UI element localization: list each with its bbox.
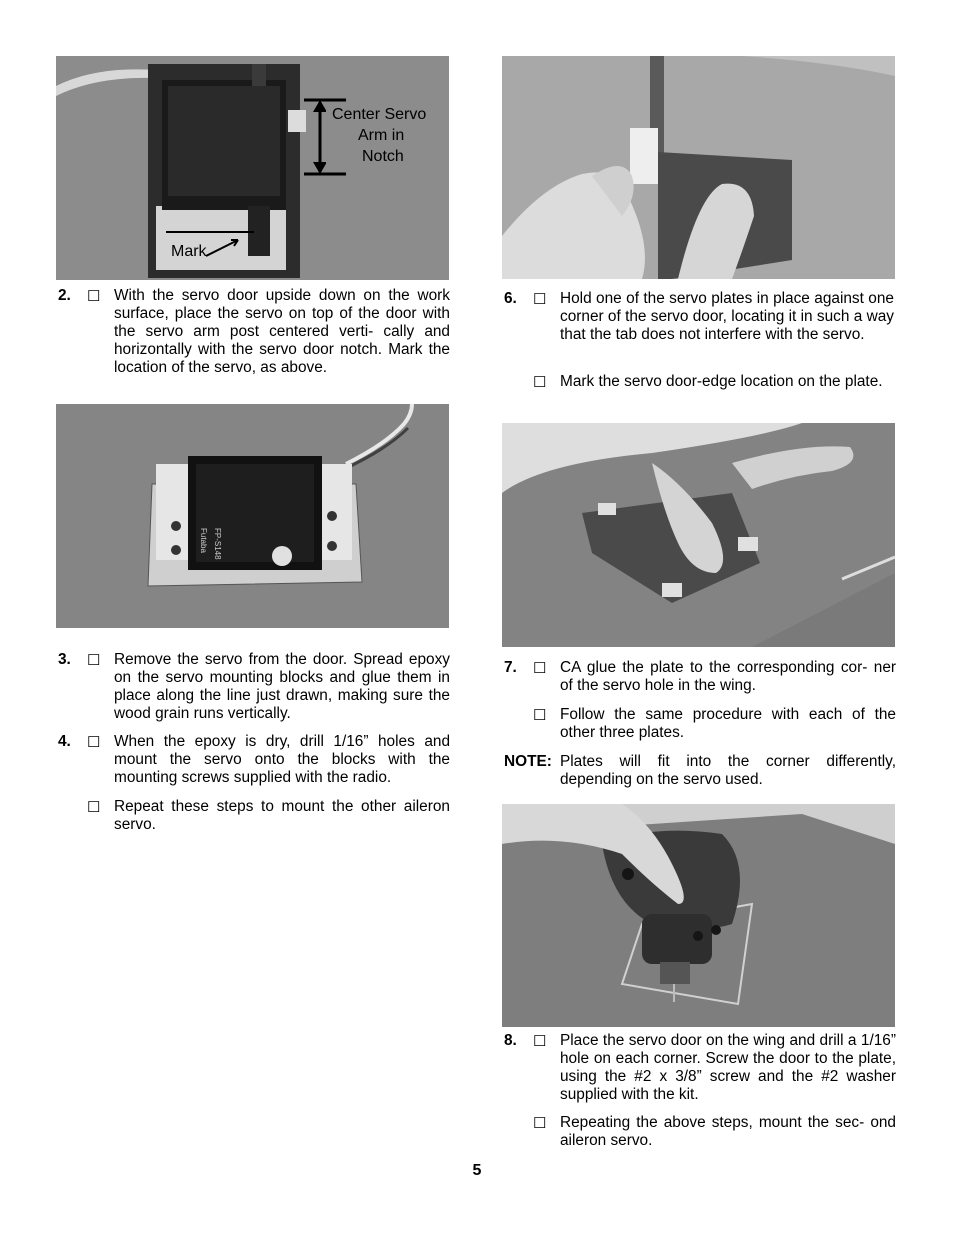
mark-label: Mark (171, 243, 207, 260)
photo-drill-door (502, 804, 895, 1027)
step-text: Repeating the above steps, mount the sec- ond aileron servo. (560, 1114, 896, 1149)
step-4-substep (58, 798, 450, 836)
step-number: 4. (58, 733, 71, 750)
step-7-substep (504, 706, 896, 744)
step-7 (504, 659, 896, 697)
callout-label-line2: Arm in (358, 127, 405, 144)
checkbox-icon[interactable]: ☐ (87, 734, 101, 751)
step-text: Remove the servo from the door. Spread epoxy on the servo mounting blocks and glue them in place along the line just drawn, making sure the wood grain runs vertically. (114, 651, 450, 722)
step-6 (504, 290, 896, 364)
note-label: NOTE: (504, 753, 552, 770)
step-8-substep (504, 1114, 896, 1152)
step-3 (58, 651, 450, 725)
step-number: 6. (504, 290, 517, 307)
step-number: 8. (504, 1032, 517, 1049)
checkbox-icon[interactable]: ☐ (533, 707, 547, 724)
checkbox-icon[interactable]: ☐ (533, 1115, 547, 1132)
step-number: 3. (58, 651, 71, 668)
step-text: CA glue the plate to the corresponding cor- ner of the servo hole in the wing. (560, 659, 896, 694)
step-2 (58, 287, 450, 397)
step-text: With the servo door upside down on the work surface, place the servo on top of the door with the servo arm post centered verti- cally and horizontally with the servo door notch. Mark the location of the servo, as above. (114, 287, 450, 376)
note-text: Plates will fit into the corner differently, depending on the servo used. (560, 753, 896, 788)
checkbox-icon[interactable]: ☐ (533, 660, 547, 677)
checkbox-icon[interactable]: ☐ (533, 1033, 547, 1050)
step-text: When the epoxy is dry, drill 1/16” holes and mount the servo onto the blocks with the mounting screws supplied with the radio. (114, 733, 450, 786)
step-text: Mark the servo door-edge location on the plate. (560, 373, 883, 390)
step-8 (504, 1032, 896, 1106)
step-text: Follow the same procedure with each of the other three plates. (560, 706, 896, 741)
note (504, 753, 896, 791)
photo-hold-plate (502, 56, 895, 279)
page-number: 5 (472, 1162, 482, 1179)
servo-brand-label: Futaba (199, 528, 208, 553)
servo-model-label: FP-S148 (213, 528, 222, 560)
checkbox-icon[interactable]: ☐ (533, 374, 547, 391)
checkbox-icon[interactable]: ☐ (533, 291, 547, 308)
step-6-substep (504, 373, 896, 411)
step-number: 7. (504, 659, 517, 676)
step-text: Hold one of the servo plates in place against one corner of the servo door, locating it in such a way that the tab does not interfere with the servo. (560, 290, 894, 343)
callout-label-line3: Notch (362, 148, 404, 165)
step-number: 2. (58, 287, 71, 304)
photo-plate-in-wing (502, 423, 895, 647)
checkbox-icon[interactable]: ☐ (87, 799, 101, 816)
checkbox-icon[interactable]: ☐ (87, 288, 101, 305)
photo-servo-mounted (56, 404, 449, 628)
step-4 (58, 733, 450, 789)
photo-servo-on-door (56, 56, 449, 280)
step-text: Place the servo door on the wing and drill a 1/16” hole on each corner. Screw the door to the plate, using the #2 x 3/8” screw and the #2 washer supplied with the kit. (560, 1032, 896, 1103)
callout-label-line1: Center Servo (332, 106, 427, 123)
checkbox-icon[interactable]: ☐ (87, 652, 101, 669)
step-text: Repeat these steps to mount the other aileron servo. (114, 798, 450, 833)
